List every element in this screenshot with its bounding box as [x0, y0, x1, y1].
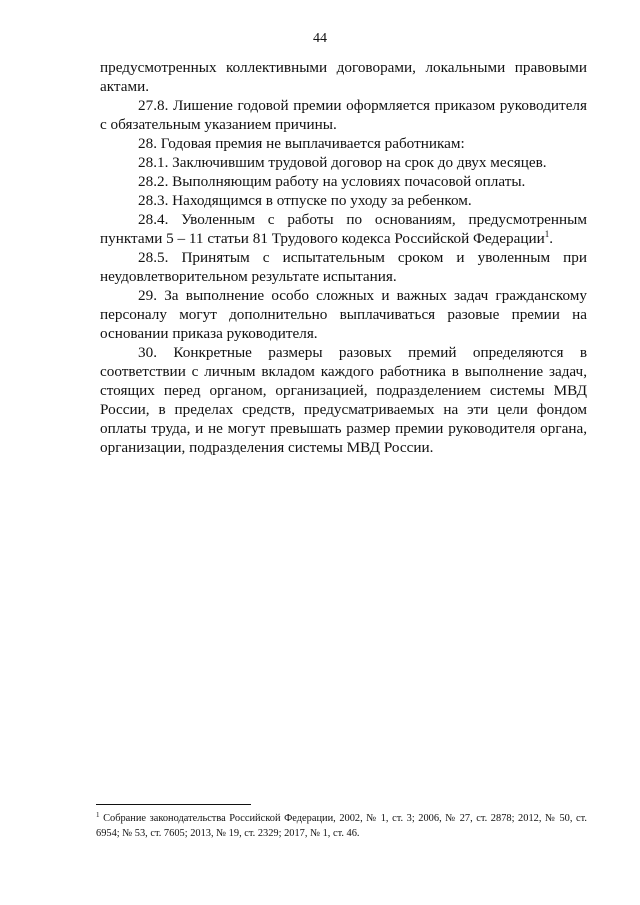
- paragraph-28-4-text: 28.4. Уволенным с работы по основаниям, предусмотренным пунктами 5 – 11 статьи 81 Трудового кодекса Российской Федерации: [100, 211, 587, 247]
- paragraph-29: 29. За выполнение особо сложных и важных задач гражданскому персоналу могут дополнительно выплачиваться разовые премии на основании приказа руководителя.: [100, 287, 587, 342]
- paragraph-28-5: 28.5. Принятым с испытательным сроком и уволенным при неудовлетворительном результате испытания.: [100, 249, 587, 285]
- paragraph-28: 28. Годовая премия не выплачивается работникам:: [138, 135, 465, 152]
- paragraph-28-4: [100, 210, 587, 248]
- footnote-reference: 1: [544, 229, 550, 239]
- footnote: [96, 811, 587, 841]
- paragraph-28-1: 28.1. Заключившим трудовой договор на срок до двух месяцев.: [138, 154, 547, 171]
- paragraph-28-4-end: .: [549, 230, 554, 247]
- page-number: 44: [313, 31, 327, 46]
- paragraph-28-3: 28.3. Находящимся в отпуске по уходу за ребенком.: [138, 192, 472, 209]
- footnote-separator: [96, 804, 251, 805]
- paragraph-continued: предусмотренных коллективными договорами, локальными правовыми актами.: [100, 59, 587, 95]
- paragraph-28-2: 28.2. Выполняющим работу на условиях почасовой оплаты.: [138, 173, 526, 190]
- paragraph-30: 30. Конкретные размеры разовых премий определяются в соответствии с личным вкладом каждого работника в выполнение задач, стоящих перед органом, организацией, подразделением системы МВД России, в пределах средств, предусматриваемых на эти цели фондом оплаты труда, и не могут превышать размер премии руководителя органа, организации, подразделения системы МВД России.: [100, 344, 587, 456]
- paragraph-27-8: 27.8. Лишение годовой премии оформляется приказом руководителя с обязательным указанием причины.: [100, 97, 587, 133]
- body-text: [100, 58, 587, 457]
- footnote-text: Собрание законодательства Российской Федерации, 2002, № 1, ст. 3; 2006, № 27, ст. 2878; 2012, № 50, ст. 6954; № 53, ст. 7605; 2013, № 19, ст. 2329; 2017, № 1, ст. 46.: [96, 813, 587, 839]
- footnote-marker: 1: [96, 811, 100, 819]
